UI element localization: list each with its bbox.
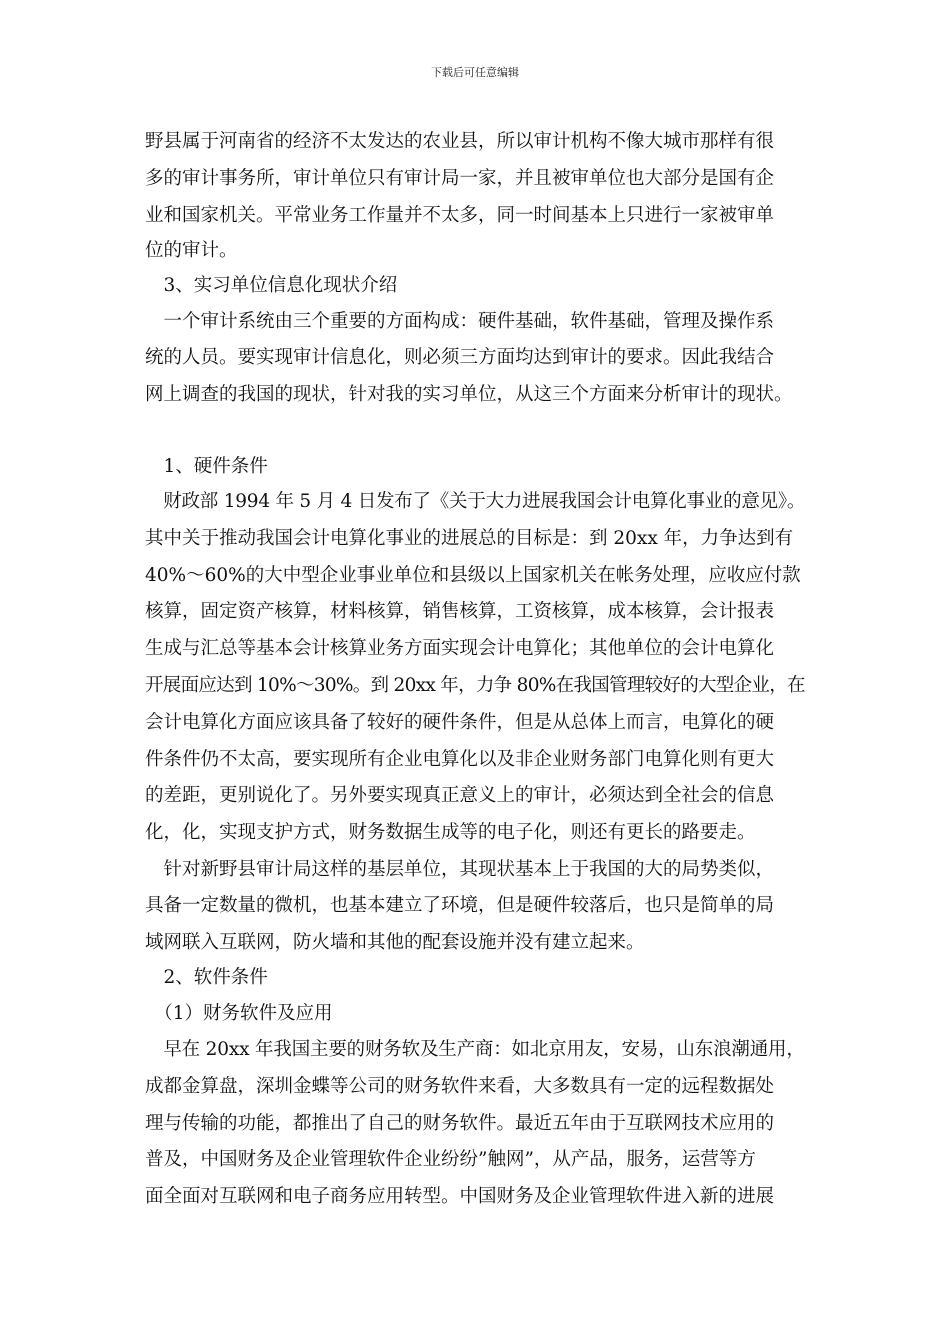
text-line: 业和国家机关。平常业务工作量并不太多，同一时间基本上只进行一家被审单 [145, 205, 775, 226]
text-line: 针对新野县审计局这样的基层单位，其现状基本上于我国的大的局势类似， [145, 859, 775, 880]
text-line: 位的审计。 [145, 240, 238, 261]
text-line: 财政部 1994 年 5 月 4 日发布了《关于大力进展我国会计电算化事业的意见》。 [145, 491, 806, 512]
text-line: 其中关于推动我国会计电算化事业的进展总的目标是：到 20xx 年，力争达到有 [145, 528, 794, 549]
text-line: 早在 20xx 年我国主要的财务软及生产商：如北京用友，安易，山东浪潮通用， [145, 1039, 805, 1060]
text-line: 生成与汇总等基本会计核算业务方面实现会计电算化；其他单位的会计电算化 [145, 638, 775, 659]
section-heading: 2、软件条件 [145, 967, 268, 988]
text-line: 理与传输的功能，都推出了自己的财务软件。最近五年由于互联网技术应用的 [145, 1113, 775, 1134]
text-line: 面全面对互联网和电子商务应用转型。中国财务及企业管理软件进入新的进展 [145, 1186, 775, 1207]
text-line: 化，化，实现支护方式，财务数据生成等的电子化，则还有更长的路要走。 [145, 822, 756, 843]
text-line: 一个审计系统由三个重要的方面构成：硬件基础，软件基础，管理及操作系 [145, 311, 775, 332]
text-line: 具备一定数量的微机，也基本建立了环境，但是硬件较落后，也只是简单的局 [145, 895, 775, 916]
text-line: 核算，固定资产核算，材料核算，销售核算，工资核算，成本核算，会计报表 [145, 601, 775, 622]
section-heading: 1、硬件条件 [145, 456, 268, 477]
text-line: 网上调查的我国的现状，针对我的实习单位，从这三个方面来分析审计的现状。 [145, 384, 793, 405]
text-line: 会计电算化方面应该具备了较好的硬件条件，但是从总体上而言，电算化的硬 [145, 712, 775, 733]
subsection-heading: （1）财务软件及应用 [145, 1003, 333, 1024]
text-line: 野县属于河南省的经济不太发达的农业县，所以审计机构不像大城市那样有很 [145, 131, 775, 152]
text-line: 普及，中国财务及企业管理软件企业纷纷”触网”，从产品，服务，运营等方 [145, 1149, 756, 1170]
text-line: 多的审计事务所，审计单位只有审计局一家，并且被审单位也大部分是国有企 [145, 168, 775, 189]
text-line: 成都金算盘，深圳金蝶等公司的财务软件来看，大多数具有一定的远程数据处 [145, 1076, 775, 1097]
text-line: 统的人员。要实现审计信息化，则必须三方面均达到审计的要求。因此我结合 [145, 347, 775, 368]
page-header: 下载后可任意编辑 [431, 66, 519, 79]
section-heading: 3、实习单位信息化现状介绍 [145, 275, 398, 296]
text-line: 的差距，更别说化了。另外要实现真正意义上的审计，必须达到全社会的信息 [145, 785, 775, 806]
text-line: 开展面应达到 10%～30%。到 20xx 年，力争 80%在我国管理较好的大型企业，在 [145, 675, 805, 696]
text-line: 域网联入互联网，防火墙和其他的配套设施并没有建立起来。 [145, 932, 645, 953]
text-line: 件条件仍不太高，要实现所有企业电算化以及非企业财务部门电算化则有更大 [145, 749, 775, 770]
text-line: 40%～60%的大中型企业事业单位和县级以上国家机关在帐务处理，应收应付款 [145, 565, 801, 586]
